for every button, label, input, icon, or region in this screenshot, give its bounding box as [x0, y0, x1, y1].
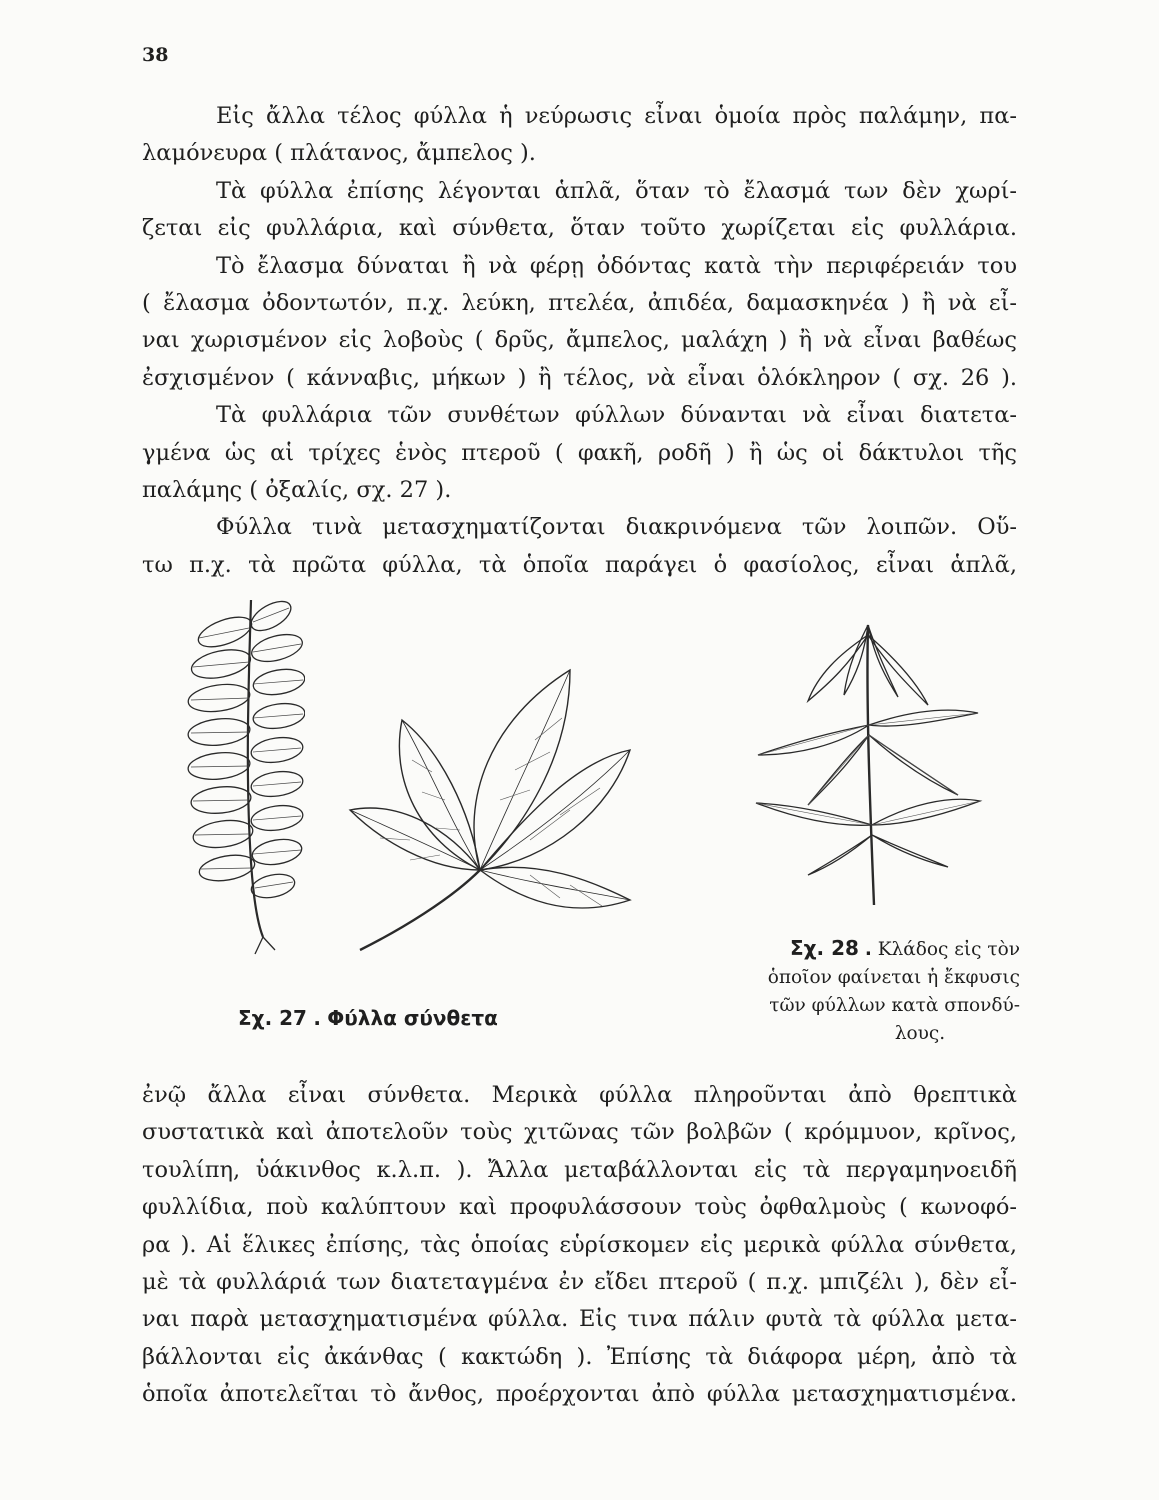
figure-28-caption-line-1 [700, 934, 1020, 964]
figure-28-caption [700, 934, 1020, 1048]
text-line: συστατικὰ καὶ ἀποτελοῦν τοὺς χιτῶνας τῶν βολβῶν ( κρόμμυον, κρῖνος, [142, 1119, 1017, 1146]
text-line: Φύλλα τινὰ μετασχηματίζονται διακρινόμενα τῶν λοιπῶν. Οὕ- [216, 514, 1017, 541]
page-number: 38 [142, 44, 169, 66]
body-text-top [142, 98, 1017, 584]
text-line: τω π.χ. τὰ πρῶτα φύλλα, τὰ ὁποῖα παράγει ὁ φασίολος, εἶναι ἁπλᾶ, [142, 551, 1017, 578]
text-line: λαμόνευρα ( πλάτανος, ἄμπελος ). [142, 140, 536, 167]
body-text-bottom [142, 1077, 1017, 1414]
whorled-branch-illustration [748, 605, 988, 930]
figure-27-title: Φύλλα σύνθετα [327, 1006, 498, 1030]
text-line: Εἰς ἄλλα τέλος φύλλα ἡ νεύρωσις εἶναι ὁμοία πρὸς παλάμην, πα- [216, 103, 1017, 129]
text-line: Τὰ φύλλα ἐπίσης λέγονται ἁπλᾶ, ὅταν τὸ ἔλασμά των δὲν χωρί- [216, 177, 1017, 204]
text-line: ἐνῷ ἄλλα εἶναι σύνθετα. Μερικὰ φύλλα πληροῦνται ἀπὸ θρεπτικὰ [142, 1082, 1017, 1108]
text-line: ζεται εἰς φυλλάρια, καὶ σύνθετα, ὅταν τοῦτο χωρίζεται εἰς φυλλάρια. [142, 215, 1017, 242]
text-line: ναι παρὰ μετασχηματισμένα φύλλα. Εἰς τινα πάλιν φυτὰ τὰ φύλλα μετα- [142, 1306, 1017, 1333]
figure-28-caption-text: Κλάδος εἰς τὸν [877, 939, 1020, 960]
figure-28-separator: . [864, 939, 872, 960]
figure-27-label: Σχ. 27 [238, 1006, 307, 1030]
text-line: Τὸ ἔλασμα δύναται ἢ νὰ φέρῃ ὀδόντας κατὰ τὴν περιφέρειάν του [216, 252, 1017, 279]
text-line: ὁποῖα ἀποτελεῖται τὸ ἄνθος, προέρχονται ἀπὸ φύλλα μετασχηματισμένα. [142, 1381, 1017, 1408]
figure-28-caption-line-3: τῶν φύλλων κατὰ σπονδύ- [769, 995, 1020, 1016]
pinnate-leaf-illustration [185, 592, 305, 962]
figure-28-caption-line-2: ὁποῖον φαίνεται ἡ ἔκφυσις [767, 967, 1020, 988]
text-line: βάλλονται εἰς ἀκάνθας ( κακτώδη ). Ἐπίσης τὰ διάφορα μέρη, ἀπὸ τὰ [142, 1343, 1017, 1370]
text-line: μὲ τὰ φυλλάριά των διατεταγμένα ἐν εἴδει πτεροῦ ( π.χ. μπιζέλι ), δὲν εἶ- [142, 1268, 1017, 1295]
figure-28-label: Σχ. 28 [789, 936, 859, 960]
text-line: ρα ). Αἱ ἕλικες ἐπίσης, τὰς ὁποίας εὑρίσκομεν εἰς μερικὰ φύλλα σύνθετα, [142, 1231, 1017, 1258]
text-line: φυλλίδια, ποὺ καλύπτουν καὶ προφυλάσσουν τοὺς ὀφθαλμοὺς ( κωνοφό- [142, 1194, 1017, 1221]
text-line: ( ἔλασμα ὀδοντωτόν, π.χ. λεύκη, πτελέα, ἀπιδέα, δαμασκηνέα ) ἢ νὰ εἶ- [142, 289, 1017, 316]
text-line: τουλίπη, ὑάκινθος κ.λ.π. ). Ἄλλα μεταβάλλονται εἰς τὰ περγαμηνοειδῆ [142, 1156, 1017, 1183]
text-line: γμένα ὡς αἱ τρίχες ἑνὸς πτεροῦ ( φακῆ, ροδῆ ) ἢ ὡς οἱ δάκτυλοι τῆς [142, 439, 1017, 466]
text-line: Τὰ φυλλάρια τῶν συνθέτων φύλλων δύνανται νὰ εἶναι διατετα- [216, 402, 1017, 429]
text-line: παλάμης ( ὀξαλίς, σχ. 27 ). [142, 476, 452, 503]
palmate-leaf-illustration [340, 660, 640, 960]
text-line: ἐσχισμένον ( κάνναβις, μήκων ) ἢ τέλος, νὰ εἶναι ὁλόκληρον ( σχ. 26 ). [142, 364, 1017, 391]
figure-28-caption-line-4: λους. [894, 1023, 946, 1044]
figure-27-separator: . [313, 1006, 321, 1030]
figure-27-caption [238, 1006, 498, 1030]
text-line: ναι χωρισμένον εἰς λοβοὺς ( δρῦς, ἄμπελος, μαλάχη ) ἢ νὰ εἶναι βαθέως [142, 327, 1017, 354]
